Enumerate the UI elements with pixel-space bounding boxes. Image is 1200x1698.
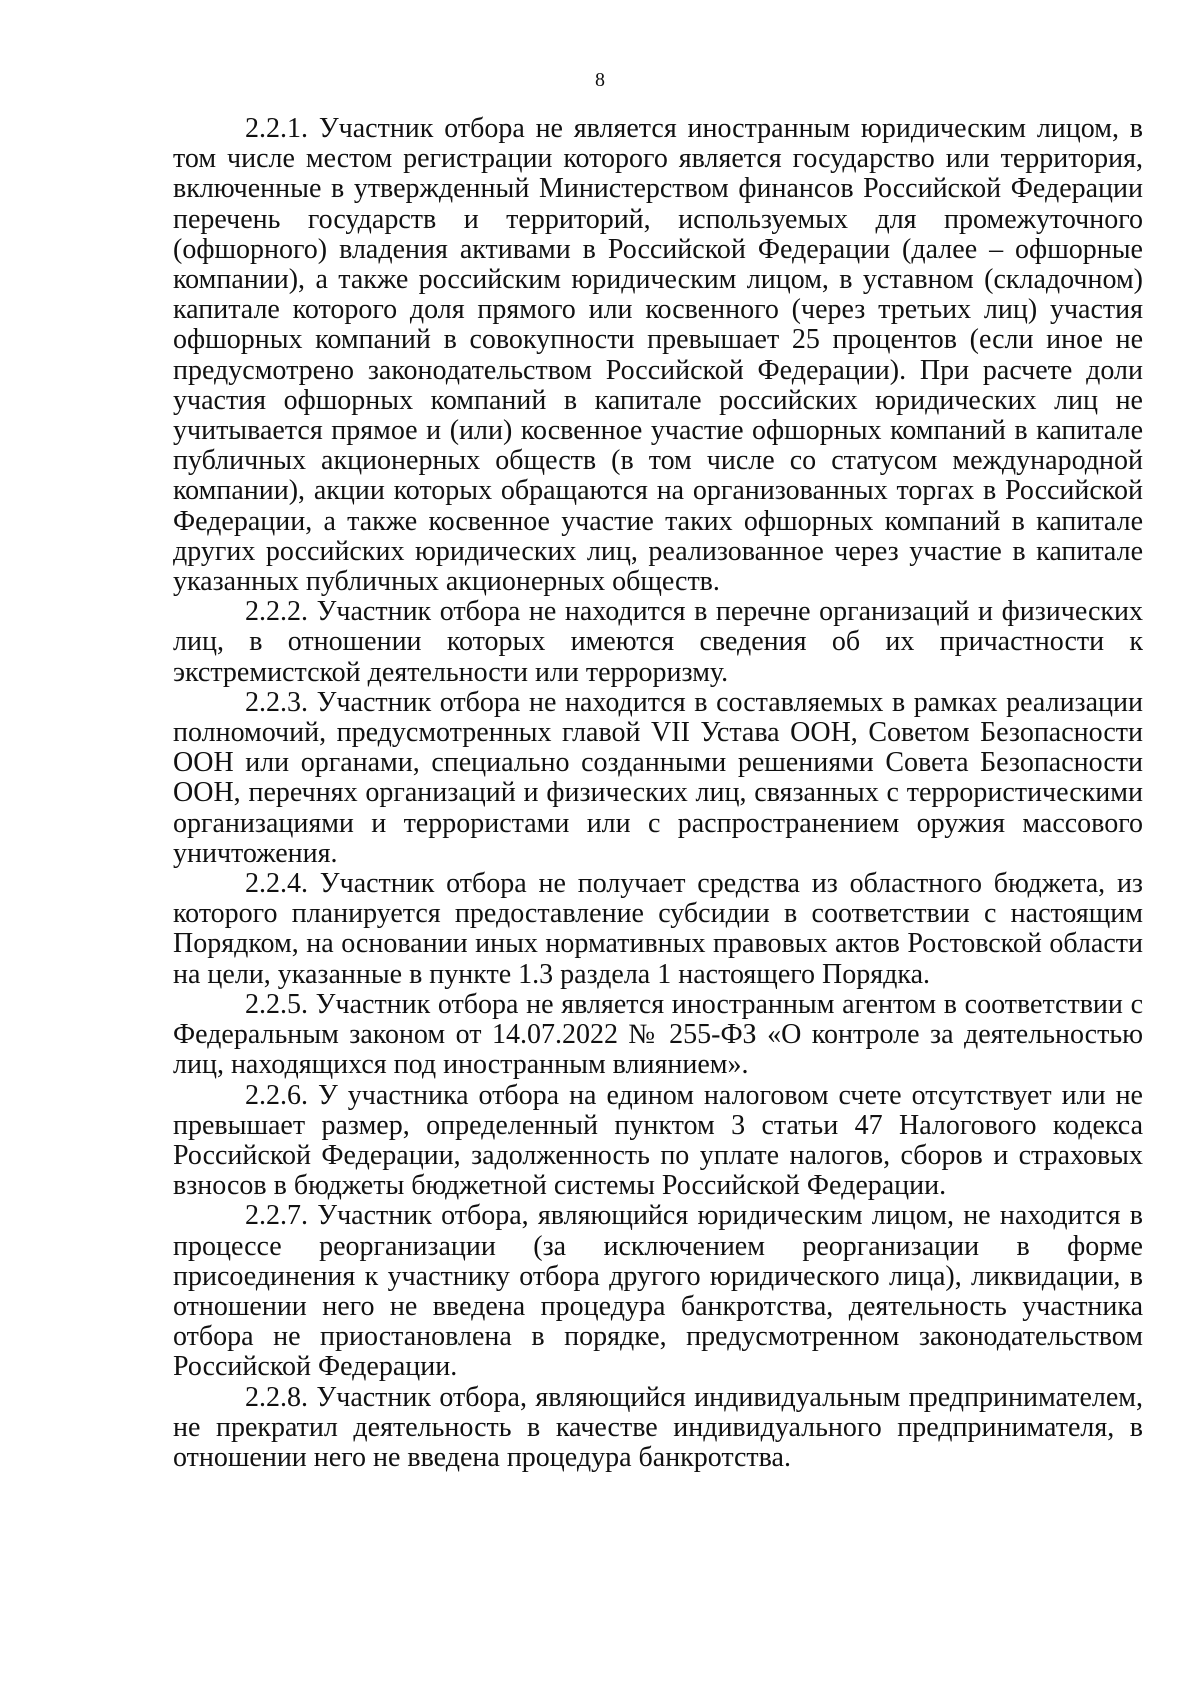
paragraph-2-2-1: 2.2.1. Участник отбора не является иностранным юридическим лицом, в том числе местом регистрации которого является государство или территория, включенные в утвержденный Министерством финансов Российской Федерации перечень государств и территорий, используемых для промежуточного (офшорного) владения активами в Российской Федерации (далее – офшорные компании), а также российским юридическим лицом, в уставном (складочном) капитале которого доля прямого или косвенного (через третьих лиц) участия офшорных компаний в совокупности превышает 25 процентов (если иное не предусмотрено законодательством Российской Федерации). При расчете доли участия офшорных компаний в капитале российских юридических лиц не учитывается прямое и (или) косвенное участие офшорных компаний в капитале публичных акционерных обществ (в том числе со статусом международной компании), акции которых обращаются на организованных торгах в Российской Федерации, а также косвенное участие таких офшорных компаний в капитале других российских юридических лиц, реализованное через участие в капитале указанных публичных акционерных обществ. <box>173 113 1143 598</box>
paragraph-2-2-3: 2.2.3. Участник отбора не находится в составляемых в рамках реализации полномочий, предусмотренных главой VII Устава ООН, Советом Безопасности ООН или органами, специально созданными решениями Совета Безопасности ООН, перечнях организаций и физических лиц, связанных с террористическими организациями и террористами или с распространением оружия массового уничтожения. <box>173 686 1143 869</box>
paragraph-2-2-4: 2.2.4. Участник отбора не получает средства из областного бюджета, из которого планируется предоставление субсидии в соответствии с настоящим Порядком, на основании иных нормативных правовых актов Ростовской области на цели, указанные в пункте 1.3 раздела 1 настоящего Порядка. <box>173 868 1143 990</box>
document-body <box>173 114 1143 1473</box>
paragraph-2-2-8: 2.2.8. Участник отбора, являющийся индивидуальным предпринимателем, не прекратил деятельность в качестве индивидуального предпринимателя, в отношении него не введена процедура банкротства. <box>173 1381 1143 1473</box>
paragraph-2-2-6: 2.2.6. У участника отбора на едином налоговом счете отсутствует или не превышает размер, определенный пунктом 3 статьи 47 Налогового кодекса Российской Федерации, задолженность по уплате налогов, сборов и страховых взносов в бюджеты бюджетной системы Российской Федерации. <box>173 1079 1143 1202</box>
paragraph-2-2-7: 2.2.7. Участник отбора, являющийся юридическим лицом, не находится в процессе реорганизации (за исключением реорганизации в форме присоединения к участнику отбора другого юридического лица), ликвидации, в отношении него не введена процедура банкротства, деятельность участника отбора не приостановлена в порядке, предусмотренном законодательством Российской Федерации. <box>173 1200 1143 1383</box>
paragraph-2-2-5: 2.2.5. Участник отбора не является иностранным агентом в соответствии с Федеральным законом от 14.07.2022 № 255-ФЗ «О контроле за деятельностью лиц, находящихся под иностранным влиянием». <box>173 988 1143 1081</box>
paragraph-2-2-2: 2.2.2. Участник отбора не находится в перечне организаций и физических лиц, в отношении которых имеются сведения об их причастности к экстремистской деятельности или терроризму. <box>173 596 1143 688</box>
page-number: 8 <box>595 69 605 91</box>
